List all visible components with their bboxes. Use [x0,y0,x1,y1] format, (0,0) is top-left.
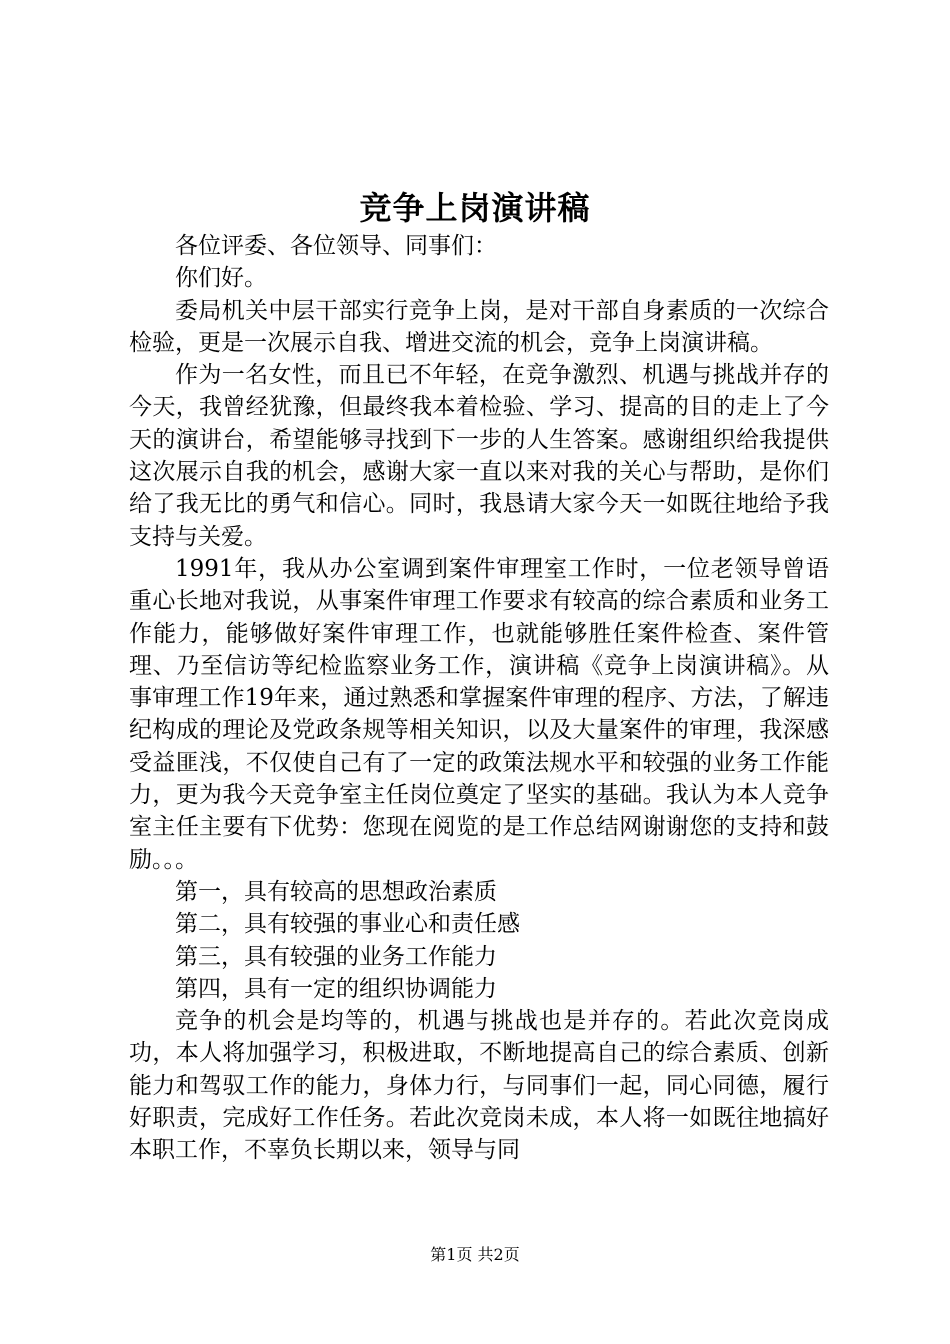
document-title: 竞争上岗演讲稿 [359,189,591,227]
list-item-advantage-3: 第三，具有较强的业务工作能力 [175,943,497,970]
page-number-footer: 第1页 共2页 [430,1245,520,1264]
list-item-advantage-4: 第四，具有一定的组织协调能力 [175,975,497,1002]
document-body [129,230,829,1167]
salutation: 各位评委、各位领导、同事们： [175,233,497,259]
list-item-advantage-2: 第二，具有较强的事业心和责任感 [175,911,520,938]
paragraph-motivation: 作为一名女性，而且已不年轻，在竞争激烈、机遇与挑战并存的今天，我曾经犹豫，但最终我本着检验、学习、提高的目的走上了今天的演讲台，希望能够寻找到下一步的人生答案。感谢组织给我提供这次展示自我的机会，感谢大家一直以来对我的关心与帮助，是你们给了我无比的勇气和信心。同时，我恳请大家今天一如既往地给予我支持与关爱。 [129,362,829,550]
list-item-advantage-1: 第一，具有较高的思想政治素质 [175,878,497,905]
paragraph-closing: 竞争的机会是均等的，机遇与挑战也是并存的。若此次竞岗成功，本人将加强学习，积极进取，不断地提高自己的综合素质、创新能力和驾驭工作的能力，身体力行，与同事们一起，同心同德，履行好职责，完成好工作任务。若此次竞岗未成，本人将一如既往地搞好本职工作，不辜负长期以来，领导与同 [129,1008,829,1164]
greeting: 你们好。 [175,265,267,292]
paragraph-intro: 委局机关中层干部实行竞争上岗，是对干部自身素质的一次综合检验，更是一次展示自我、增进交流的机会，竞争上岗演讲稿。 [129,297,829,356]
paragraph-experience: 1991年，我从办公室调到案件审理室工作时，一位老领导曾语重心长地对我说，从事案件审理工作要求有较高的综合素质和业务工作能力，能够做好案件审理工作，也就能够胜任案件检查、案件管理、乃至信访等纪检监察业务工作，演讲稿《竞争上岗演讲稿》。从事审理工作19年来，通过熟悉和掌握案件审理的程序、方法，了解违纪构成的理论及党政条规等相关知识，以及大量案件的审理，我深感受益匪浅，不仅使自己有了一定的政策法规水平和较强的业务工作能力，更为我今天竞争室主任岗位奠定了坚实的基础。我认为本人竞争室主任主要有下优势：您现在阅览的是工作总结网谢谢您的支持和鼓励。。。 [129,555,829,873]
